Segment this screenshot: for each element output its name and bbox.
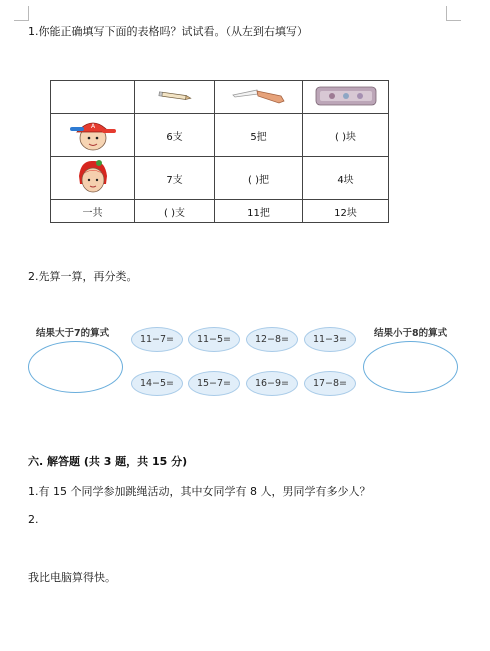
section-6-question-2-text: 我比电脑算得快。: [28, 571, 116, 584]
svg-text:A: A: [90, 122, 95, 130]
right-group-caption: 结果小于8的算式: [374, 328, 448, 339]
page-corner-mark-left: [14, 6, 29, 21]
section-6-heading: 六. 解答题 (共 3 题，共 15 分): [28, 455, 188, 468]
table-cell-blank[interactable]: ( )支: [135, 200, 215, 223]
pencil-icon: [157, 95, 193, 106]
table-row-total: [51, 200, 389, 223]
table-cell: 12块: [303, 200, 389, 223]
girl-avatar-icon: [73, 188, 113, 199]
section-6-question-1: 1.有 15 个同学参加跳绳活动，其中女同学有 8 人，男同学有多少人？: [28, 485, 371, 498]
pocket-knife-icon: [229, 99, 289, 110]
girl-avatar-cell: [51, 157, 135, 200]
table-cell: 6支: [135, 114, 215, 157]
knife-cell: [215, 81, 303, 114]
page-corner-mark-right: [446, 6, 461, 21]
pencil-cell: [135, 81, 215, 114]
right-answer-ellipse[interactable]: [363, 341, 458, 393]
table-cell: 5把: [215, 114, 303, 157]
expression-bubble[interactable]: 17−8=: [304, 371, 356, 396]
question-1-prompt: 1.你能正确填写下面的表格吗？试试看。（从左到右填写）: [28, 25, 308, 38]
expression-bubble[interactable]: 16−9=: [246, 371, 298, 396]
expression-bubble[interactable]: 15−7=: [188, 371, 240, 396]
table-corner-cell: [51, 81, 135, 114]
expression-bubble[interactable]: 11−7=: [131, 327, 183, 352]
total-label-cell: 一共: [51, 200, 135, 223]
question-2-prompt: 2.先算一算，再分类。: [28, 270, 138, 283]
eraser-box-icon: [314, 100, 378, 111]
boy-avatar-cell: [51, 114, 135, 157]
table-row-girl: [51, 157, 389, 200]
table-cell-blank[interactable]: ( )块: [303, 114, 389, 157]
section-6-question-2-number: 2.: [28, 513, 39, 526]
table-cell: 7支: [135, 157, 215, 200]
table-header-row: [51, 81, 389, 114]
boy-with-cap-avatar-icon: [68, 122, 118, 155]
table-cell: 11把: [215, 200, 303, 223]
expression-bubble[interactable]: 12−8=: [246, 327, 298, 352]
table-cell-blank[interactable]: ( )把: [215, 157, 303, 200]
expression-bubble[interactable]: 11−3=: [304, 327, 356, 352]
left-answer-ellipse[interactable]: [28, 341, 123, 393]
expression-bubble[interactable]: 14−5=: [131, 371, 183, 396]
left-group-caption: 结果大于7的算式: [36, 328, 110, 339]
eraser-cell: [303, 81, 389, 114]
expression-bubble[interactable]: 11−5=: [188, 327, 240, 352]
table-row-boy: [51, 114, 389, 157]
table-cell: 4块: [303, 157, 389, 200]
counting-table: [50, 80, 389, 223]
